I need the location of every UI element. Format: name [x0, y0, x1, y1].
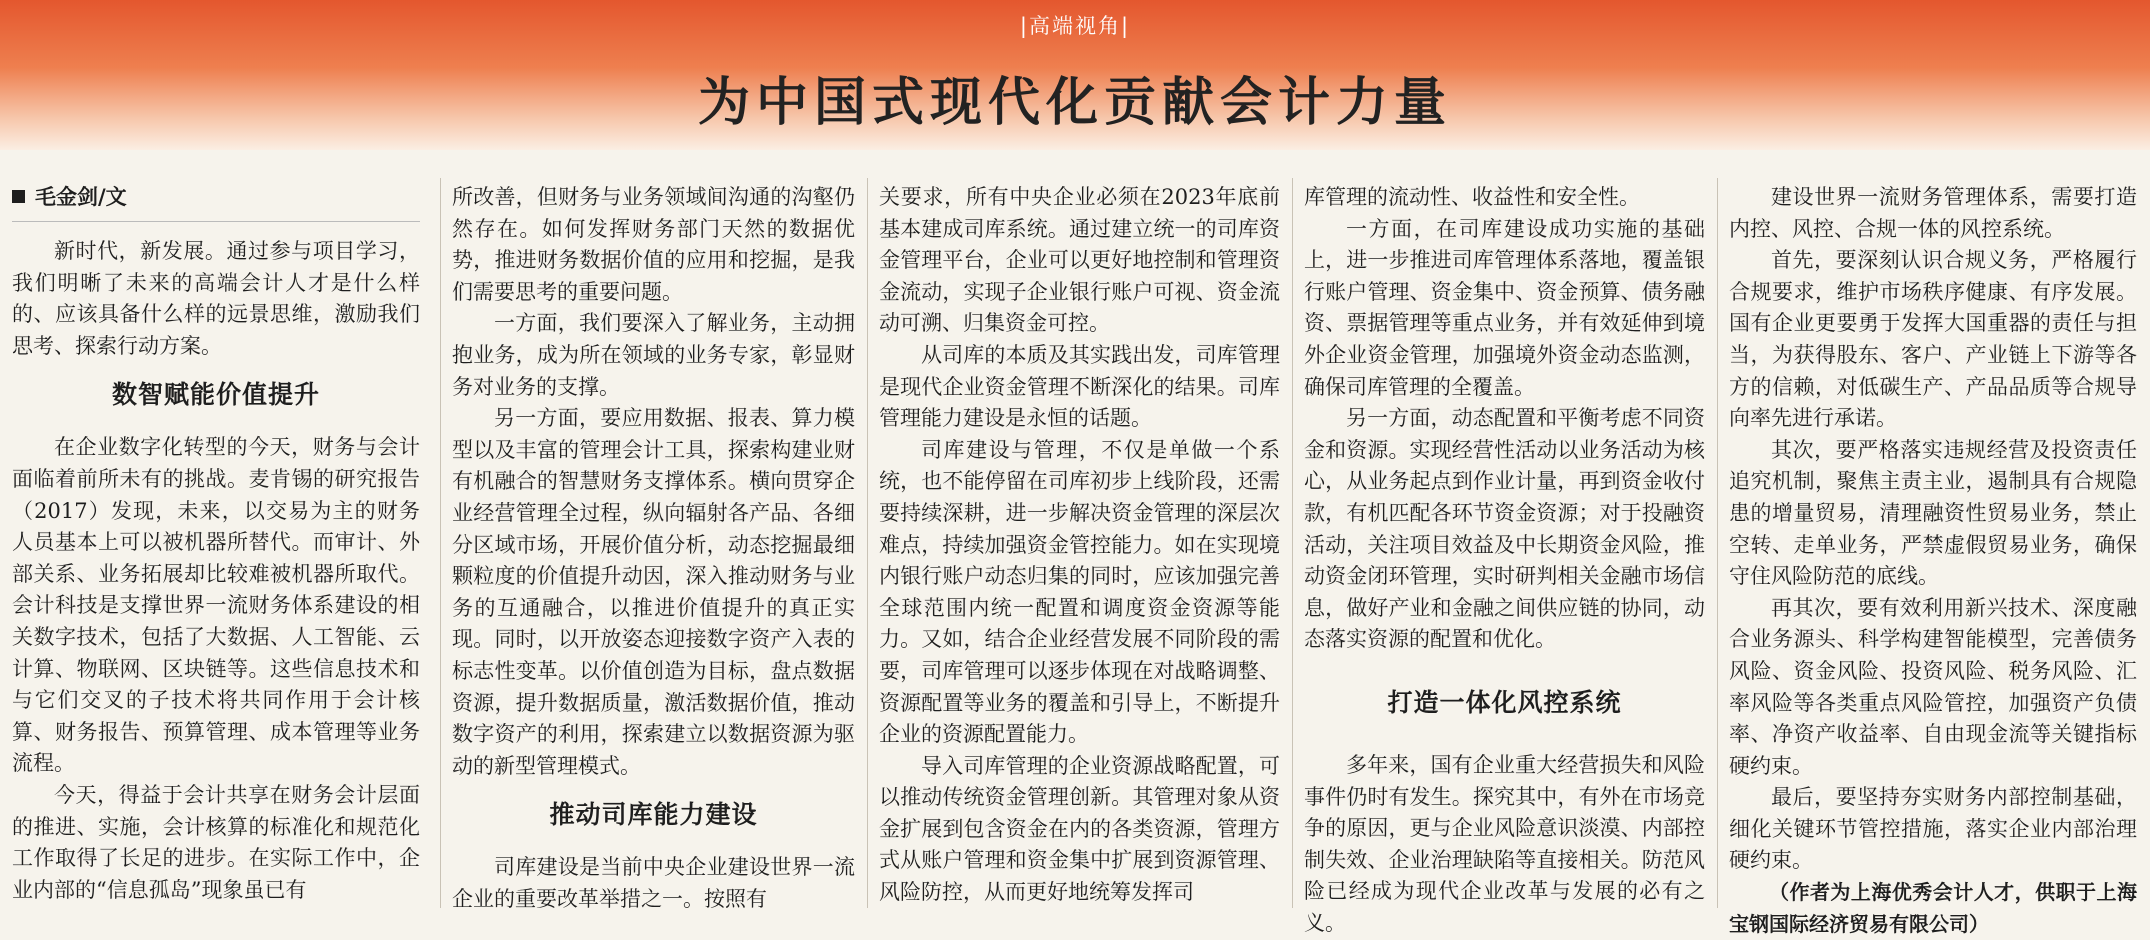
paragraph: 一方面，我们要深入了解业务，主动拥抱业务，成为所在领域的业务专家，彰显财务对业务的支撑。 — [452, 311, 855, 399]
article-column-1 — [12, 182, 420, 912]
paragraph: 另一方面，要应用数据、报表、算力模型以及丰富的管理会计工具，探索构建业财有机融合的智慧财务支撑体系。横向贯穿企业经营管理全过程，纵向辐射各产品、各细分区域市场，开展价值分析，动态挖掘最细颗粒度的价值提升动因，深入推动财务与业务的互通融合，以推进价值提升的真正实现。同时，以开放姿态迎接数字资产入表的标志性变革。以价值创造为目标，盘点数据资源，提升数据质量，激活数据价值，推动数字资产的利用，探索建立以数据资源为驱动的新型管理模式。 — [452, 406, 855, 778]
author-byline — [12, 182, 420, 213]
paragraph: 另一方面，动态配置和平衡考虑不同资金和资源。实现经营性活动以业务活动为核心，从业务起点到作业计量，再到资金收付款，有机匹配各环节资金资源；对于投融资活动，关注项目效益及中长期资金风险，推动资金闭环管理，实时研判相关金融市场信息，做好产业和金融之间供应链的协同，动态落实资源的配置和优化。 — [1304, 406, 1705, 652]
paragraph: 建设世界一流财务管理体系，需要打造内控、风控、合规一体的风控系统。 — [1729, 185, 2137, 241]
paragraph: 关要求，所有中央企业必须在2023年底前基本建成司库系统。通过建立统一的司库资金管理平台，企业可以更好地控制和管理资金流动，实现子企业银行账户可视、资金流动可溯、归集资金可控。 — [879, 185, 1280, 336]
section-heading: 打造一体化风控系统 — [1387, 687, 1622, 717]
paragraph: 再其次，要有效利用新兴技术、深度融合业务源头、科学构建智能模型，完善债务风险、资金风险、投资风险、税务风险、汇率风险等各类重点风险管控，加强资产负债率、净资产收益率、自由现金流等关键指标硬约束。 — [1729, 595, 2137, 778]
byline-divider — [12, 221, 420, 222]
paragraph: 所改善，但财务与业务领域间沟通的沟壑仍然存在。如何发挥财务部门天然的数据优势，推进财务数据价值的应用和挖掘，是我们需要思考的重要问题。 — [452, 185, 855, 304]
column-divider — [1717, 178, 1718, 908]
article-column-2 — [452, 182, 855, 912]
column-divider — [1292, 178, 1293, 908]
paragraph: 从司库的本质及其实践出发，司库管理是现代企业资金管理不断深化的结果。司库管理能力建设是永恒的话题。 — [879, 342, 1280, 431]
section-heading: 推动司库能力建设 — [549, 800, 758, 830]
paragraph: 新时代，新发展。通过参与项目学习，我们明晰了未来的高端会计人才是什么样的、应该具备什么样的远景思维，激励我们思考、探索行动方案。 — [12, 239, 420, 358]
author-name: 毛金剑/文 — [35, 185, 127, 209]
column-divider — [867, 178, 868, 908]
paragraph: 司库建设是当前中央企业建设世界一流企业的重要改革举措之一。按照有 — [452, 855, 855, 911]
paragraph: 库管理的流动性、收益性和安全性。 — [1304, 185, 1640, 209]
column-divider — [440, 178, 441, 908]
article-column-3 — [879, 182, 1280, 912]
author-note: （作者为上海优秀会计人才，供职于上海宝钢国际经济贸易有限公司） — [1729, 880, 2137, 936]
paragraph: 一方面，在司库建设成功实施的基础上，进一步推进司库管理体系落地，覆盖银行账户管理、资金集中、资金预算、债务融资、票据管理等重点业务，并有效延伸到境外企业资金管理，加强境外资金动态监测，确保司库管理的全覆盖。 — [1304, 216, 1705, 399]
article-column-4 — [1304, 182, 1705, 935]
column-tag: |高端视角| — [1019, 14, 1131, 38]
paragraph: 司库建设与管理，不仅是单做一个系统，也不能停留在司库初步上线阶段，还需要持续深耕，进一步解决资金管理的深层次难点，持续加强资金管控能力。如在实现境内银行账户动态归集的同时，应该加强完善全球范围内统一配置和调度资金资源等能力。又如，结合企业经营发展不同阶段的需要，司库管理可以逐步体现在对战略调整、资源配置等业务的覆盖和引导上，不断提升企业的资源配置能力。 — [879, 437, 1280, 747]
paragraph: 首先，要深刻认识合规义务，严格履行合规要求，维护市场秩序健康、有序发展。国有企业更要勇于发挥大国重器的责任与担当，为获得股东、客户、产业链上下游等各方的信赖，对低碳生产、产品品质等合规导向率先进行承诺。 — [1729, 248, 2137, 431]
article-column-5 — [1729, 182, 2137, 936]
paragraph: 导入司库管理的企业资源战略配置，可以推动传统资金管理创新。其管理对象从资金扩展到包含资金在内的各类资源，管理方式从账户管理和资金集中扩展到资源管理、风险防控，从而更好地统筹发挥司 — [879, 753, 1280, 905]
paragraph: 其次，要严格落实违规经营及投资责任追究机制，聚焦主责主业，遏制具有合规隐患的增量贸易，清理融资性贸易业务，禁止空转、走单业务，严禁虚假贸易业务，确保守住风险防范的底线。 — [1729, 437, 2137, 589]
header-banner — [0, 0, 2150, 150]
section-heading: 数智赋能价值提升 — [111, 380, 320, 410]
paragraph: 多年来，国有企业重大经营损失和风险事件仍时有发生。探究其中，有外在市场竞争的原因，更与企业风险意识淡漠、内部控制失效、企业治理缺陷等直接相关。防范风险已经成为现代企业改革与发展的必有之义。 — [1304, 752, 1705, 935]
paragraph: 在企业数字化转型的今天，财务与会计面临着前所未有的挑战。麦肯锡的研究报告（2017）发现，未来，以交易为主的财务人员基本上可以被机器所替代。而审计、外部关系、业务拓展却比较难被机器所取代。会计科技是支撑世界一流财务体系建设的相关数字技术，包括了大数据、人工智能、云计算、物联网、区块链等。这些信息技术和与它们交叉的子技术将共同作用于会计核算、财务报告、预算管理、成本管理等业务流程。 — [12, 435, 420, 776]
article-headline: 为中国式现代化贡献会计力量 — [697, 72, 1452, 133]
square-bullet-icon — [12, 190, 25, 203]
paragraph: 今天，得益于会计共享在财务会计层面的推进、实施，会计核算的标准化和规范化工作取得了长足的进步。在实际工作中，企业内部的“信息孤岛”现象虽已有 — [12, 782, 420, 902]
paragraph: 最后，要坚持夯实财务内部控制基础，细化关键环节管控措施，落实企业内部治理硬约束。 — [1729, 785, 2137, 873]
